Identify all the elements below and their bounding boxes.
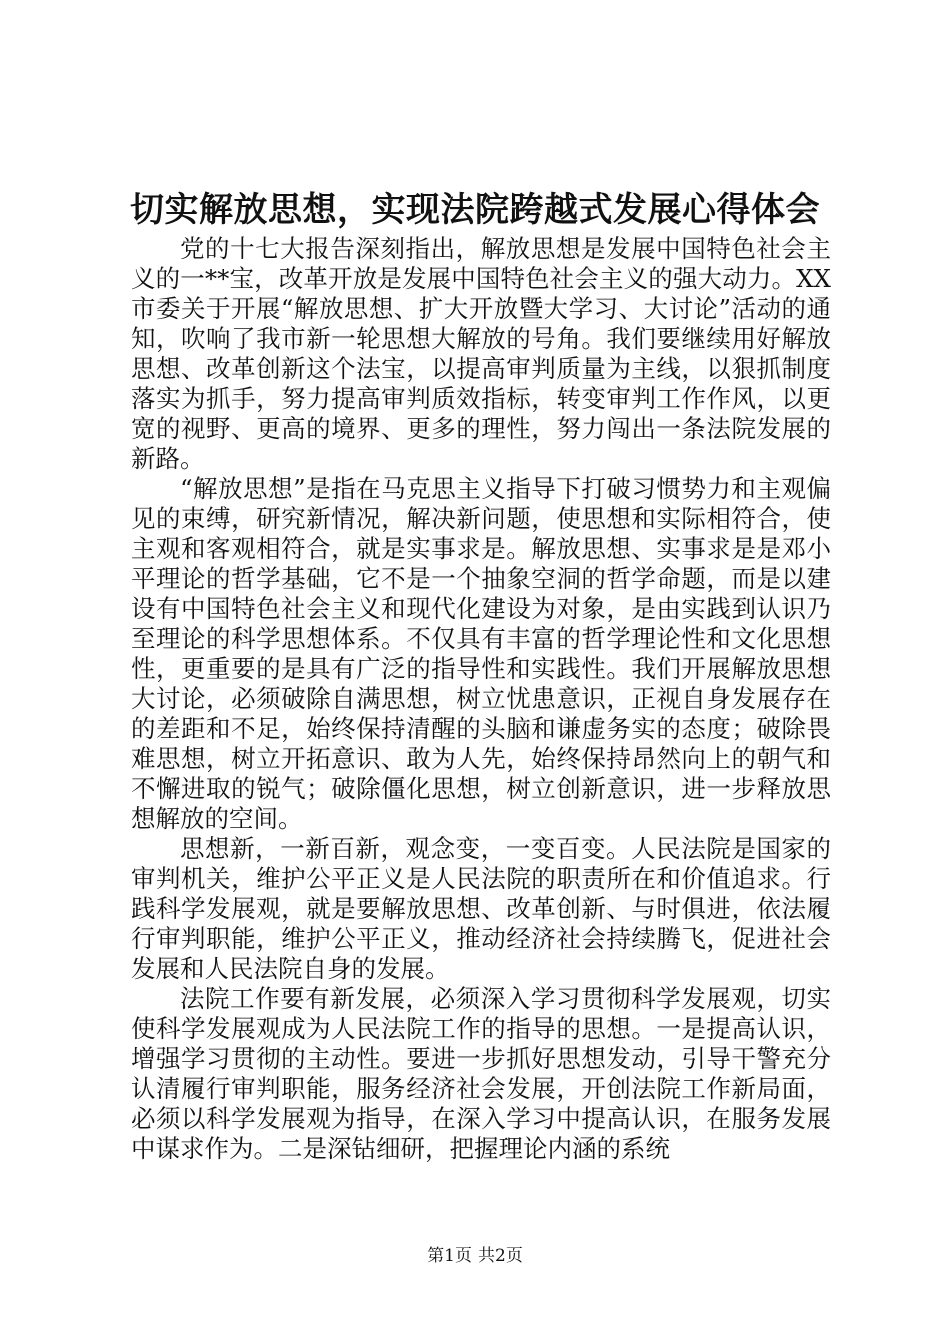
document-body bbox=[131, 234, 831, 1164]
page-total: 共2页 bbox=[478, 1246, 523, 1266]
document-title: 切实解放思想，实现法院跨越式发展心得体会 bbox=[130, 190, 820, 230]
paragraph-1: 党的十七大报告深刻指出，解放思想是发展中国特色社会主义的一**宝，改革开放是发展中国特色社会主义的强大动力。XX市委关于开展“解放思想、扩大开放暨大学习、大讨论”活动的通知，吹响了我市新一轮思想大解放的号角。我们要继续用好解放思想、改革创新这个法宝，以提高审判质量为主线，以狠抓制度落实为抓手，努力提高审判质效指标，转变审判工作作风，以更宽的视野、更高的境界、更多的理性，努力闯出一条法院发展的新路。 bbox=[131, 234, 831, 473]
page-footer bbox=[0, 1245, 950, 1267]
paragraph-3: 思想新，一新百新，观念变，一变百变。人民法院是国家的审判机关，维护公平正义是人民法院的职责所在和价值追求。行践科学发展观，就是要解放思想、改革创新、与时俱进，依法履行审判职能，维护公平正义，推动经济社会持续腾飞，促进社会发展和人民法院自身的发展。 bbox=[131, 834, 831, 983]
paragraph-4: 法院工作要有新发展，必须深入学习贯彻科学发展观，切实使科学发展观成为人民法院工作的指导的思想。一是提高认识，增强学习贯彻的主动性。要进一步抓好思想发动，引导干警充分认清履行审判职能，服务经济社会发展，开创法院工作新局面，必须以科学发展观为指导，在深入学习中提高认识，在服务发展中谋求作为。二是深钻细研，把握理论内涵的系统 bbox=[131, 984, 831, 1163]
page-number: 第1页 bbox=[427, 1246, 472, 1266]
paragraph-2: “解放思想”是指在马克思主义指导下打破习惯势力和主观偏见的束缚，研究新情况，解决新问题，使思想和实际相符合，使主观和客观相符合，就是实事求是。解放思想、实事求是是邓小平理论的哲学基础，它不是一个抽象空洞的哲学命题，而是以建设有中国特色社会主义和现代化建设为对象，是由实践到认识乃至理论的科学思想体系。不仅具有丰富的哲学理论性和文化思想性，更重要的是具有广泛的指导性和实践性。我们开展解放思想大讨论，必须破除自满思想，树立忧患意识，正视自身发展存在的差距和不足，始终保持清醒的头脑和谦虚务实的态度；破除畏难思想，树立开拓意识、敢为人先，始终保持昂然向上的朝气和不懈进取的锐气；破除僵化思想，树立创新意识，进一步释放思想解放的空间。 bbox=[131, 474, 831, 833]
